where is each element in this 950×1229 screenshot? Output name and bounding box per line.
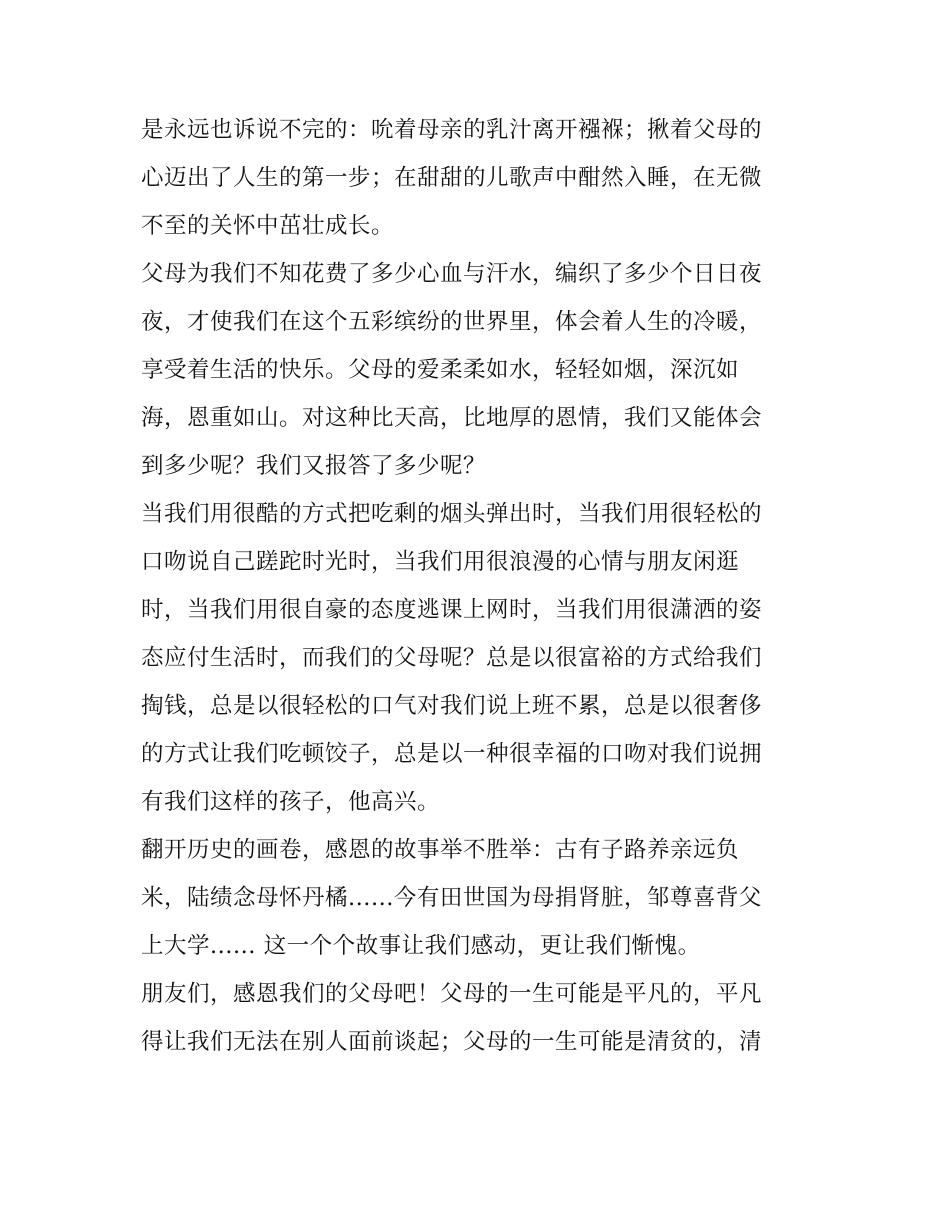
text-line: 时，当我们用很自豪的态度逃课上网时，当我们用很潇洒的姿 [141,597,763,623]
text-line: 有我们这样的孩子，他高兴。 [141,789,441,815]
text-line: 翻开历史的画卷，感恩的故事举不胜举：古有子路养亲远负 [141,837,740,863]
text-line: 口吻说自己蹉跎时光时，当我们用很浪漫的心情与朋友闲逛 [141,549,740,575]
text-line: 海，恩重如山。对这种比天高，比地厚的恩情，我们又能体会 [141,405,763,431]
text-line: 米，陆绩念母怀丹橘......今有田世国为母捐肾脏，邹尊喜背父 [141,885,762,911]
text-line: 不至的关怀中茁壮成长。 [141,213,395,239]
text-line: 态应付生活时，而我们的父母呢？总是以很富裕的方式给我们 [141,645,763,671]
text-line: 上大学...... 这一个个故事让我们感动，更让我们惭愧。 [141,933,701,959]
text-line: 掏钱，总是以很轻松的口气对我们说上班不累，总是以很奢侈 [141,693,763,719]
text-line: 朋友们，感恩我们的父母吧！父母的一生可能是平凡的，平凡 [141,981,763,1007]
text-line: 享受着生活的快乐。父母的爱柔柔如水，轻轻如烟，深沉如 [141,357,740,383]
text-line: 得让我们无法在别人面前谈起；父母的一生可能是清贫的，清 [141,1029,763,1055]
text-line: 的方式让我们吃顿饺子，总是以一种很幸福的口吻对我们说拥 [141,741,763,767]
text-line: 心迈出了人生的第一步；在甜甜的儿歌声中酣然入睡，在无微 [141,165,763,191]
text-line: 是永远也诉说不完的：吮着母亲的乳汁离开襁褓；揪着父母的 [141,117,763,143]
document-body [141,106,821,1066]
text-line: 父母为我们不知花费了多少心血与汗水，编织了多少个日日夜 [141,261,763,287]
text-line: 当我们用很酷的方式把吃剩的烟头弹出时，当我们用很轻松的 [141,501,763,527]
text-line: 夜，才使我们在这个五彩缤纷的世界里，体会着人生的冷暖， [141,309,763,335]
text-line: 到多少呢？我们又报答了多少呢？ [141,453,487,479]
